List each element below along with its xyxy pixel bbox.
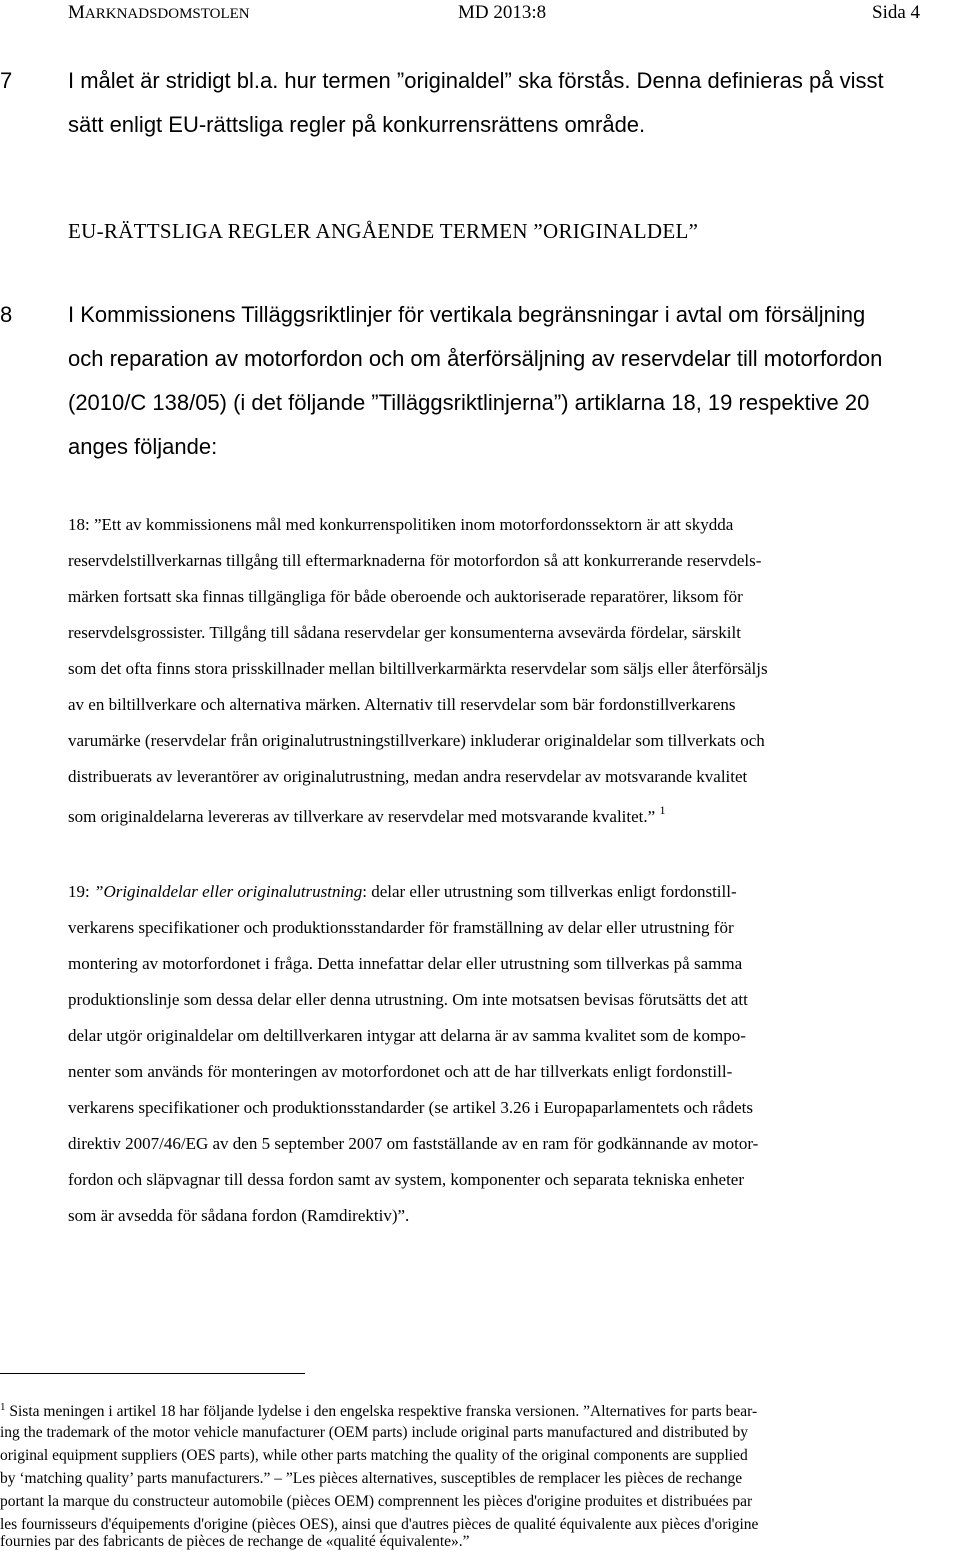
quote-18-line: av en biltillverkare och alternativa märken. Alternativ till reservdelar som bär fordonstillverkarens: [68, 695, 736, 714]
paragraph-number-7: 7: [0, 68, 13, 93]
quote-19-line: verkarens specifikationer och produktionsstandarder för framställning av delar eller utrustning för: [68, 918, 734, 937]
footnote-line: portant la marque du constructeur automobile (pièces OEM) comprennent les pièces d'origine produites et distribuées par: [0, 1493, 753, 1510]
footnote-separator: [0, 1373, 305, 1374]
quote-18-line: reservdelsgrossister. Tillgång till sådana reservdelar ger konsumenterna avsevärda fördelar, särskilt: [68, 623, 741, 642]
quote-18-line: 18: ”Ett av kommissionens mål med konkurrenspolitiken inom motorfordonssektorn är att skydda: [68, 515, 734, 534]
footnote-marker: 1: [0, 1401, 6, 1413]
paragraph-8-line: anges följande:: [68, 434, 218, 459]
paragraph-8-line: I Kommissionens Tilläggsriktlinjer för vertikala begränsningar i avtal om försäljning: [68, 302, 866, 327]
footnote-line: $^1$ Sista meningen i artikel 18 har följande lydelse i den engelska respektive franska versionen. ”Alternatives for parts bear-: [0, 1401, 758, 1420]
footnote-line: les fournisseurs d'équipements d'origine (pièces OES), ainsi que d'autres pièces de qualité équivalente aux pièces d'origine: [0, 1516, 759, 1533]
footnote-line: original equipment suppliers (OES parts), while other parts matching the quality of the original components are supplied: [0, 1447, 748, 1464]
paragraph-number-8: 8: [0, 302, 13, 327]
paragraph-7-line: I målet är stridigt bl.a. hur termen ”originaldel” ska förstås. Denna definieras på visst: [68, 68, 884, 93]
quote-18-line: reservdelstillverkarnas tillgång till eftermarknaderna för motorfordon så att konkurrerande reservdels-: [68, 551, 762, 570]
quote-19-line: som är avsedda för sådana fordon (Ramdirektiv)”.: [68, 1206, 410, 1225]
quote-19-line: produktionslinje som dessa delar eller denna utrustning. Om inte motsatsen bevisas förutsätts det att: [68, 990, 748, 1009]
header-case-number: MD 2013:8: [458, 2, 547, 23]
quote-19-line: delar utgör originaldelar om deltillverkaren intygar att delarna är av samma kvalitet som de kompo-: [68, 1026, 746, 1045]
quote-19-line: fordon och släpvagnar till dessa fordon samt av system, komponenter och separata tekniska enheter: [68, 1170, 745, 1189]
footnote-reference[interactable]: 1: [659, 803, 666, 817]
defined-term: ”Originaldelar eller originalutrustning: [93, 882, 363, 901]
quote-18-line: som originaldelarna levereras av tillverkare av reservdelar med motsvarande kvalitet.” $^1$: [68, 803, 666, 826]
quote-18-line: märken fortsatt ska finnas tillgängliga för både oberoende och auktoriserade reparatörer, liksom för: [68, 587, 743, 606]
header-page-number: Sida 4: [872, 2, 921, 23]
quote-19-line: direktiv 2007/46/EG av den 5 september 2007 om fastställande av en ram för godkännande av motor-: [68, 1134, 759, 1153]
footnote-line: ing the trademark of the motor vehicle manufacturer (OEM parts) include original parts manufactured and distributed by: [0, 1424, 749, 1441]
paragraph-8-line: och reparation av motorfordon och om återförsäljning av reservdelar till motorfordon: [68, 346, 883, 371]
footnote-line: by ‘matching quality’ parts manufacturers.” – ”Les pièces alternatives, susceptibles de remplacer les pièces de rechange: [0, 1470, 743, 1487]
quote-19-line: nenter som används för monteringen av motorfordonet och att de har tillverkats enligt fordonstill-: [68, 1062, 733, 1081]
quote-18-line: varumärke (reservdelar från originalutrustningstillverkare) inkluderar originaldelar som tillverkats och: [68, 731, 765, 750]
paragraph-8-line: (2010/C 138/05) (i det följande ”Tilläggsriktlinjerna”) artiklarna 18, 19 respektive 20: [68, 390, 870, 415]
header-court-name: MARKNADSDOMSTOLEN: [68, 2, 250, 23]
quote-18-line: distribuerats av leverantörer av originalutrustning, medan andra reservdelar av motsvarande kvalitet: [68, 767, 748, 786]
quote-18-line: som det ofta finns stora prisskillnader mellan biltillverkarmärkta reservdelar som säljs eller återförsäljs: [68, 659, 768, 678]
paragraph-7-line: sätt enligt EU-rättsliga regler på konkurrensrättens område.: [68, 112, 646, 137]
section-heading: EU-RÄTTSLIGA REGLER ANGÅENDE TERMEN ”ORIGINALDEL”: [68, 219, 699, 243]
quote-19-line: 19: ”Originaldelar eller originalutrustning: delar eller utrustning som tillverkas enligt fordonstill-: [68, 882, 737, 901]
footnote-line: fournies par des fabricants de pièces de rechange de «qualité équivalente».”: [0, 1533, 470, 1550]
quote-19-line: verkarens specifikationer och produktionsstandarder (se artikel 3.26 i Europaparlamentets och rådets: [68, 1098, 753, 1117]
quote-19-line: montering av motorfordonet i fråga. Detta innefattar delar eller utrustning som tillverkas på samma: [68, 954, 743, 973]
